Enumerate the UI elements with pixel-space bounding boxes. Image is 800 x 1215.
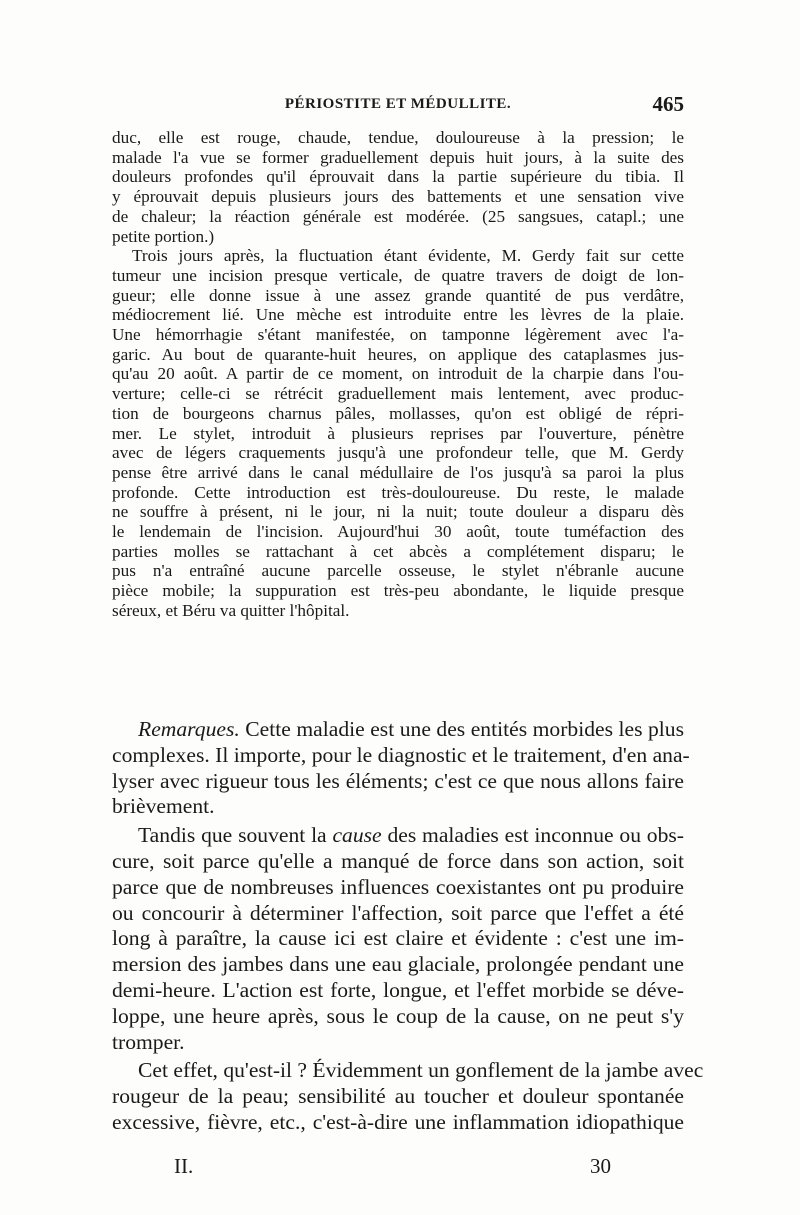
text-line: pense être arrivé dans le canal médullaire de l'os jusqu'à sa paroi la plus xyxy=(112,462,684,482)
page-number: 465 xyxy=(652,92,684,116)
text-line: profonde. Cette introduction est très-douloureuse. Du reste, le malade xyxy=(112,482,684,502)
text-line: pièce mobile; la suppuration est très-peu abondante, le liquide presque xyxy=(112,581,684,601)
text-line: parce que de nombreuses influences coexistantes ont pu produire xyxy=(112,874,684,899)
text-line: lyser avec rigueur tous les éléments; c'est ce que nous allons faire xyxy=(112,768,684,793)
text-line: garic. Au bout de quarante-huit heures, on applique des cataplasmes jus- xyxy=(112,344,684,364)
remarks-first-line xyxy=(112,717,684,743)
text-line: parties molles se rattachant à cet abcès a complétement disparu; le xyxy=(112,541,684,561)
remarks-first-line-text: Cette maladie est une des entités morbides les plus xyxy=(239,717,684,741)
text-line: gueur; elle donne issue à une assez grande quantité de pus verdâtre, xyxy=(112,285,684,305)
cause-line-before: Tandis que souvent la xyxy=(138,823,333,848)
text-line: qu'au 20 août. A partir de ce moment, on introduit de la charpie dans l'ou- xyxy=(112,364,684,384)
text-line: malade l'a vue se former graduellement depuis huit jours, à la suite des xyxy=(112,147,684,167)
text-line: tromper. xyxy=(112,1029,185,1054)
text-line: médiocrement lié. Une mèche est introduite entre les lèvres de la plaie. xyxy=(112,305,684,325)
text-line: Une hémorrhagie s'étant manifestée, on tamponne légèrement avec l'a- xyxy=(112,325,684,345)
text-line: Trois jours après, la fluctuation étant évidente, M. Gerdy fait sur cette xyxy=(132,246,684,266)
text-line: petite portion.) xyxy=(112,226,215,246)
signature-mark: II. xyxy=(174,1154,194,1178)
text-line: excessive, fièvre, etc., c'est-à-dire une inflammation idiopathique xyxy=(112,1109,684,1134)
running-title: PÉRIOSTITE ET MÉDULLITE. xyxy=(284,96,512,112)
cause-word: cause xyxy=(332,823,382,848)
text-line: avec de légers craquements jusqu'à une profondeur telle, que M. Gerdy xyxy=(112,443,684,463)
text-line: complexes. Il importe, pour le diagnostic et le traitement, d'en ana- xyxy=(112,742,690,767)
text-line: le lendemain de l'incision. Aujourd'hui 30 août, toute tuméfaction des xyxy=(112,522,684,542)
text-line: verture; celle-ci se rétrécit graduellement mais lentement, avec produc- xyxy=(112,384,684,404)
remarks-label: Remarques. xyxy=(138,717,240,741)
case-observation-text xyxy=(112,128,684,621)
text-line: Cet effet, qu'est-il ? Évidemment un gonflement de la jambe avec xyxy=(138,1058,704,1083)
text-line: séreux, et Béru va quitter l'hôpital. xyxy=(112,600,350,620)
text-line: douleurs profondes qu'il éprouvait dans la partie supérieure du tibia. Il xyxy=(112,167,684,187)
text-line: mer. Le stylet, introduit à plusieurs reprises par l'ouverture, pénètre xyxy=(112,423,684,443)
text-line: pus n'a entraîné aucune parcelle osseuse, le stylet n'ébranle aucune xyxy=(112,561,684,581)
text-line: y éprouvait depuis plusieurs jours des battements et une sensation vive xyxy=(112,187,684,207)
text-line: rougeur de la peau; sensibilité au toucher et douleur spontanée xyxy=(112,1084,684,1109)
page-header xyxy=(112,92,684,120)
text-line: de chaleur; la réaction générale est modérée. (25 sangsues, catapl.; une xyxy=(112,206,684,226)
text-line: ne souffre à présent, ni le jour, ni la nuit; toute douleur a disparu dès xyxy=(112,502,684,522)
text-line: loppe, une heure après, sous le coup de la cause, on ne peut s'y xyxy=(112,1003,684,1028)
remarks-section xyxy=(112,717,704,1136)
cause-line xyxy=(112,823,684,849)
text-line: tion de bourgeons charnus pâles, mollasses, qu'on est obligé de répri- xyxy=(112,403,684,423)
text-line: cure, soit parce qu'elle a manqué de force dans son action, soit xyxy=(112,848,684,873)
text-line: brièvement. xyxy=(112,794,215,819)
text-line: long à paraître, la cause ici est claire et évidente : c'est une im- xyxy=(112,926,684,951)
sheet-number: 30 xyxy=(590,1154,611,1178)
text-line: ou concourir à déterminer l'affection, soit parce que l'effet a été xyxy=(112,900,684,925)
text-line: mersion des jambes dans une eau glaciale, prolongée pendant une xyxy=(112,952,684,977)
text-line: demi-heure. L'action est forte, longue, et l'effet morbide se déve- xyxy=(112,977,684,1002)
page-footer xyxy=(112,1154,684,1180)
text-line: tumeur une incision presque verticale, de quatre travers de doigt de lon- xyxy=(112,265,684,285)
text-line: duc, elle est rouge, chaude, tendue, douloureuse à la pression; le xyxy=(112,128,684,147)
cause-line-after: des maladies est inconnue ou obs- xyxy=(381,823,684,848)
